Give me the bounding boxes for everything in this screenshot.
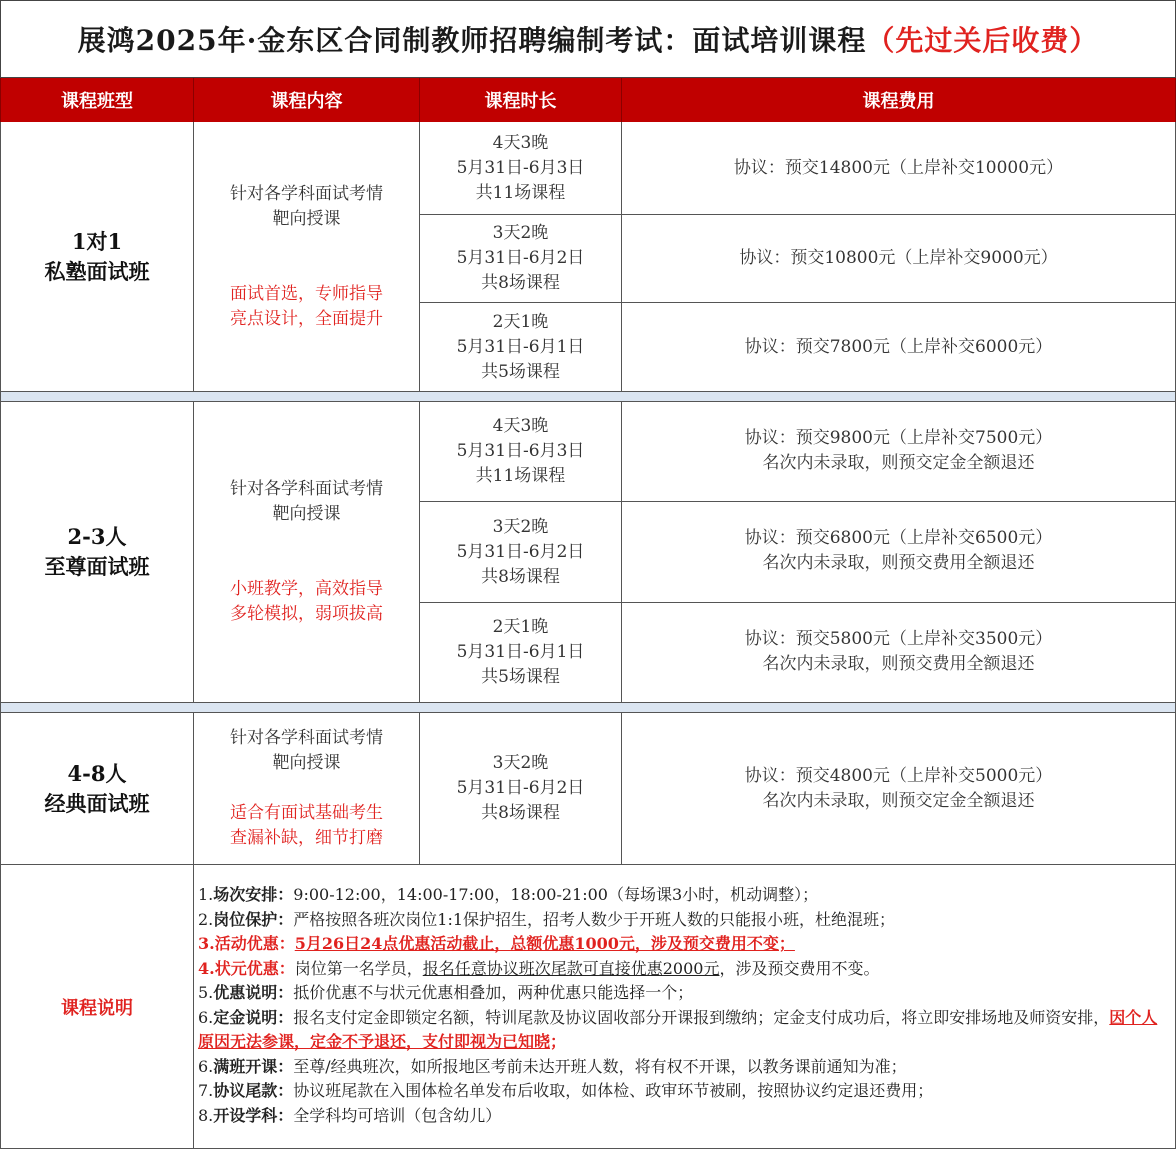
class-cell-classic <box>0 713 194 865</box>
fee-cell <box>622 215 1176 303</box>
title-main: 展鸿2025年·金东区合同制教师招聘编制考试：面试培训课程 <box>77 24 867 57</box>
duration-dates: 5月31日-6月2日 <box>456 541 585 562</box>
fee-text: 协议：预交7800元（上岸补交6000元） <box>744 336 1053 357</box>
fee-cell <box>622 122 1176 215</box>
class-name-line1: 2-3人 <box>67 524 127 549</box>
content-highlight: 小班教学，高效指导 <box>230 579 383 599</box>
content-cell-1on1 <box>194 122 420 392</box>
fee-cell <box>622 303 1176 392</box>
page-title <box>0 0 1176 78</box>
duration-cell <box>420 603 622 703</box>
duration-days: 3天2晚 <box>492 223 549 243</box>
class-name-line2: 至尊面试班 <box>44 554 150 579</box>
title-highlight: （先过关后收费） <box>866 24 1099 57</box>
duration-days: 4天3晚 <box>492 416 549 436</box>
duration-sessions: 共11场课程 <box>475 466 566 486</box>
content-highlight: 适合有面试基础考生 <box>230 803 383 823</box>
duration-dates: 5月31日-6月3日 <box>456 157 585 178</box>
class-cell-1on1 <box>0 122 194 392</box>
fee-cell <box>622 402 1176 502</box>
header-class-type: 课程班型 <box>0 78 194 122</box>
content-line: 靶向授课 <box>272 504 341 524</box>
note-item: 6.满班开课：至尊/经典班次，如所报地区考前未达开班人数，将有权不开课，以教务课前通知为准； <box>198 1056 907 1076</box>
duration-cell <box>420 402 622 502</box>
content-cell-small <box>194 402 420 703</box>
group-separator <box>0 703 1176 713</box>
content-highlight: 面试首选，专师指导 <box>230 283 383 304</box>
header-fee: 课程费用 <box>622 78 1176 122</box>
class-name-line1: 4-8人 <box>67 760 127 786</box>
class-cell-small <box>0 402 194 703</box>
content-line: 针对各学科面试考情 <box>230 479 383 499</box>
note-item: 1.场次安排：9:00-12:00，14:00-17:00，18:00-21:00（每场课3小时，机动调整）； <box>198 885 819 904</box>
duration-sessions: 共8场课程 <box>481 803 560 823</box>
duration-cell <box>420 502 622 603</box>
note-item: 8.开设学科：全学科均可培训（包含幼儿） <box>198 1105 502 1125</box>
duration-sessions: 共5场课程 <box>481 361 560 382</box>
header-content: 课程内容 <box>194 78 420 122</box>
duration-cell <box>420 303 622 392</box>
content-line: 靶向授课 <box>272 208 341 229</box>
fee-refund-note: 名次内未录取，则预交定金全额退还 <box>762 790 1035 811</box>
duration-dates: 5月31日-6月2日 <box>456 248 585 268</box>
duration-dates: 5月31日-6月1日 <box>456 642 585 662</box>
duration-sessions: 共5场课程 <box>481 667 560 687</box>
duration-sessions: 共8场课程 <box>481 566 560 587</box>
fee-text: 协议：预交6800元（上岸补交6500元） <box>744 528 1053 548</box>
fee-text: 协议：预交4800元（上岸补交5000元） <box>744 765 1053 786</box>
duration-days: 2天1晚 <box>492 617 549 637</box>
content-line: 针对各学科面试考情 <box>230 728 383 748</box>
duration-dates: 5月31日-6月1日 <box>456 336 585 357</box>
class-name-line2: 经典面试班 <box>44 790 150 816</box>
note-item: 2.岗位保护：严格按照各班次岗位1:1保护招生，招考人数少于开班人数的只能报小班，杜绝混班； <box>198 909 896 929</box>
note-item: 3.活动优惠：5月26日24点优惠活动截止，总额优惠1000元，涉及预交费用不变； <box>198 934 795 953</box>
class-name-line1: 1对1 <box>71 228 123 254</box>
class-name-line2: 私塾面试班 <box>44 258 150 284</box>
fee-refund-note: 名次内未录取，则预交定金全额退还 <box>762 453 1035 473</box>
duration-days: 2天1晚 <box>492 311 549 332</box>
notes-label: 课程说明 <box>0 865 194 1149</box>
note-item: 5.优惠说明：抵价优惠不与状元优惠相叠加，两种优惠只能选择一个； <box>198 983 694 1002</box>
duration-days: 4天3晚 <box>492 132 549 153</box>
duration-sessions: 共8场课程 <box>481 273 560 293</box>
content-highlight: 亮点设计，全面提升 <box>230 308 383 329</box>
fee-refund-note: 名次内未录取，则预交费用全额退还 <box>762 553 1035 573</box>
duration-days: 3天2晚 <box>492 753 549 773</box>
duration-cell <box>420 713 622 865</box>
duration-cell <box>420 215 622 303</box>
header-duration: 课程时长 <box>420 78 622 122</box>
content-highlight: 多轮模拟，弱项拔高 <box>230 604 383 624</box>
note-item: 6.定金说明：报名支付定金即锁定名额，特训尾款及协议固收部分开课报到缴纳；定金支付成功后，将立即安排场地及师资安排，因个人原因无法参课，定金不予退还，支付即视为已知晓； <box>198 1007 1158 1051</box>
group-separator <box>0 392 1176 402</box>
duration-dates: 5月31日-6月2日 <box>456 778 585 798</box>
content-line: 靶向授课 <box>272 753 341 773</box>
fee-refund-note: 名次内未录取，则预交费用全额退还 <box>762 654 1035 674</box>
fee-text: 协议：预交14800元（上岸补交10000元） <box>733 157 1064 178</box>
content-line: 针对各学科面试考情 <box>230 183 383 204</box>
fee-cell <box>622 603 1176 703</box>
content-highlight: 查漏补缺，细节打磨 <box>230 828 383 848</box>
note-item: 7.协议尾款：协议班尾款在入围体检名单发布后收取，如体检、政审环节被刷，按照协议约定退还费用； <box>198 1081 934 1100</box>
content-cell-classic <box>194 713 420 865</box>
note-item: 4.状元优惠：岗位第一名学员，报名任意协议班次尾款可直接优惠2000元，涉及预交费用不变。 <box>198 958 880 978</box>
duration-dates: 5月31日-6月3日 <box>456 441 585 461</box>
fee-cell <box>622 502 1176 603</box>
duration-sessions: 共11场课程 <box>475 182 566 203</box>
fee-cell <box>622 713 1176 865</box>
duration-cell <box>420 122 622 215</box>
fee-text: 协议：预交5800元（上岸补交3500元） <box>744 629 1053 649</box>
fee-text: 协议：预交9800元（上岸补交7500元） <box>744 428 1053 448</box>
fee-text: 协议：预交10800元（上岸补交9000元） <box>739 248 1058 268</box>
duration-days: 3天2晚 <box>492 516 549 537</box>
notes-list <box>194 865 1176 1149</box>
